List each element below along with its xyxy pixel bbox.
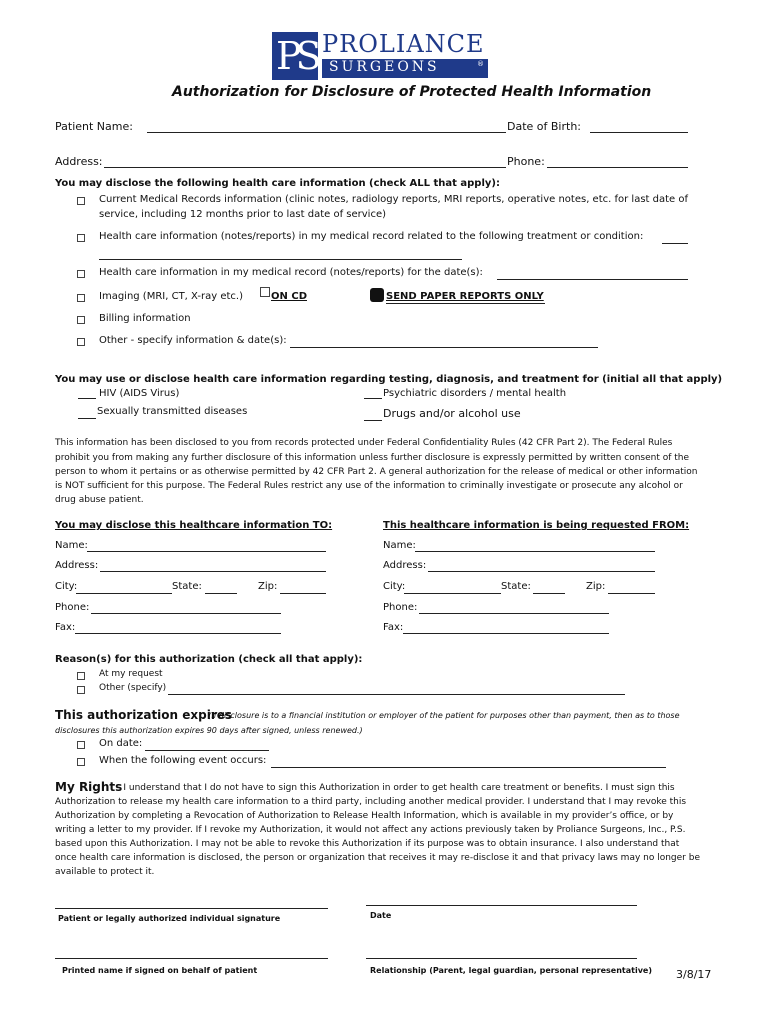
to-fax-label: Fax: (55, 622, 76, 633)
federal-line5: drug abuse patient. (55, 495, 144, 505)
logo-name-bottom: SURGEONS (329, 59, 440, 75)
at-request-label: At my request (99, 669, 163, 679)
proliance-logo-mark (272, 32, 318, 80)
rights-line6: once health care information is disclosed, the person or organization that receives it may re-disclose it and that privacy laws may no longer be (55, 853, 700, 863)
rights-heading: My Rights (55, 780, 123, 794)
from-phone-label: Phone: (383, 602, 418, 613)
relationship-label: Relationship (Parent, legal guardian, personal representative) (370, 966, 652, 975)
rights-line1: – I understand that I do not have to sign this Authorization in order to get health care treatment or benefits. I must sign this (116, 783, 675, 793)
reasons-heading: Reason(s) for this authorization (check all that apply): (55, 654, 363, 665)
printed-name-field[interactable] (55, 958, 328, 959)
other-checkbox[interactable] (77, 338, 85, 346)
to-state-field[interactable] (205, 593, 237, 594)
event-field[interactable] (271, 767, 666, 768)
std-initial-field[interactable] (78, 418, 96, 419)
send-paper-underline (386, 303, 545, 304)
to-city-label: City: (55, 581, 78, 592)
drugs-initial-field[interactable] (364, 420, 382, 421)
page-title: Authorization for Disclosure of Protected Health Information (172, 84, 652, 100)
date-label: Date (370, 911, 392, 920)
rights-line5: based upon this Authorization. I may not be able to revoke this Authorization if its purpose was to obtain insurance. I also understand that (55, 839, 680, 849)
from-name-label: Name: (383, 540, 416, 551)
use-heading: You may use or disclose health care information regarding testing, diagnosis, and treatment for (initial all that apply) (55, 374, 723, 385)
to-name-field[interactable] (87, 551, 326, 552)
send-paper-checkbox[interactable] (370, 288, 384, 302)
expires-note-line2: disclosures this authorization expires 90 days after signed, unless renewed.) (55, 726, 363, 735)
on-cd-checkbox[interactable] (260, 287, 270, 297)
from-zip-label: Zip: (586, 581, 606, 592)
other-reason-label: Other (specify) (99, 683, 167, 693)
condition-label: Health care information (notes/reports) in my medical record related to the following treatment or condition: (99, 231, 644, 242)
condition-field-end[interactable] (662, 243, 688, 244)
logo-mark-text: PS (276, 34, 316, 78)
condition-checkbox[interactable] (77, 234, 85, 242)
to-phone-field[interactable] (91, 613, 281, 614)
other-field[interactable] (290, 347, 598, 348)
patient-name-label: Patient Name: (55, 120, 133, 133)
from-zip-field[interactable] (608, 593, 655, 594)
rights-line7: available to protect it. (55, 867, 155, 877)
disclose-heading: You may disclose the following health care information (check ALL that apply): (55, 178, 500, 189)
current-records-line1: Current Medical Records information (clinic notes, radiology reports, MRI reports, operative notes, etc. for last date of (99, 194, 688, 205)
std-label: Sexually transmitted diseases (97, 406, 248, 417)
from-address-label: Address: (383, 560, 427, 571)
from-heading: This healthcare information is being requested FROM: (383, 520, 690, 531)
dob-field[interactable] (590, 132, 688, 133)
rights-line2: Authorization to release my health care information to a third party, including another medical provider. I understand that I may revoke this (55, 797, 687, 807)
rights-line4: writing a letter to my provider. If I revoke my Authorization, it would not affect any actions previously taken by Proliance Surgeons, Inc., P.S. (55, 825, 686, 835)
event-checkbox[interactable] (77, 758, 85, 766)
hiv-label: HIV (AIDS Virus) (99, 388, 180, 399)
signature-field[interactable] (55, 908, 328, 909)
phone-label: Phone: (507, 155, 545, 168)
dates-field[interactable] (497, 279, 688, 280)
federal-line2: prohibit you from making any further disclosure of this information unless further disclosure is expressly permitted by written consent of the (55, 453, 690, 463)
to-heading: You may disclose this healthcare information TO: (55, 520, 333, 531)
from-fax-field[interactable] (403, 633, 609, 634)
rights-line3: Authorization by completing a Revocation of Authorization to Release Health Information, which is available in my provider’s office, or by (55, 811, 674, 821)
from-state-label: State: (501, 581, 531, 592)
on-cd-label: ON CD (271, 291, 307, 302)
condition-field[interactable] (99, 259, 462, 260)
from-state-field[interactable] (533, 593, 565, 594)
billing-checkbox[interactable] (77, 316, 85, 324)
relationship-field[interactable] (366, 958, 637, 959)
psych-label: Psychiatric disorders / mental health (383, 388, 567, 399)
dates-checkbox[interactable] (77, 270, 85, 278)
to-address-field[interactable] (100, 571, 326, 572)
on-date-field[interactable] (145, 750, 269, 751)
to-phone-label: Phone: (55, 602, 90, 613)
event-label: When the following event occurs: (99, 755, 267, 766)
phone-field[interactable] (547, 167, 688, 168)
patient-name-field[interactable] (147, 132, 506, 133)
from-address-field[interactable] (428, 571, 655, 572)
from-fax-label: Fax: (383, 622, 404, 633)
expires-note-line1: : (if disclosure is to a financial institution or employer of the patient for purposes other than payment, then as to those (203, 711, 680, 720)
other-label: Other - specify information & date(s): (99, 335, 287, 346)
on-date-checkbox[interactable] (77, 741, 85, 749)
to-zip-field[interactable] (280, 593, 326, 594)
dates-label: Health care information in my medical record (notes/reports) for the date(s): (99, 267, 483, 278)
from-city-field[interactable] (404, 593, 501, 594)
current-records-line2: service, including 12 months prior to last date of service) (99, 209, 386, 220)
drugs-label: Drugs and/or alcohol use (383, 407, 521, 420)
imaging-label: Imaging (MRI, CT, X-ray etc.) (99, 291, 243, 302)
on-date-label: On date: (99, 738, 143, 749)
dob-label: Date of Birth: (507, 120, 582, 133)
from-name-field[interactable] (415, 551, 655, 552)
other-reason-checkbox[interactable] (77, 686, 85, 694)
signature-label: Patient or legally authorized individual signature (58, 914, 281, 923)
from-city-label: City: (383, 581, 406, 592)
psych-initial-field[interactable] (364, 398, 382, 399)
to-state-label: State: (172, 581, 202, 592)
at-request-checkbox[interactable] (77, 672, 85, 680)
other-reason-field[interactable] (168, 694, 625, 695)
federal-line4: is NOT sufficient for this purpose. The Federal Rules restrict any use of the information to criminally investigate or prosecute any alcohol or (55, 481, 683, 491)
expires-heading: This authorization expires (55, 708, 233, 722)
to-zip-label: Zip: (258, 581, 278, 592)
send-paper-label: SEND PAPER REPORTS ONLY (386, 291, 544, 302)
date-field[interactable] (366, 905, 637, 906)
printed-name-label: Printed name if signed on behalf of patient (62, 966, 258, 975)
to-fax-field[interactable] (75, 633, 281, 634)
form-version-date: 3/8/17 (676, 968, 712, 981)
current-records-checkbox[interactable] (77, 197, 85, 205)
logo-registered: ® (477, 60, 484, 68)
address-label: Address: (55, 155, 103, 168)
address-field[interactable] (104, 167, 506, 168)
billing-label: Billing information (99, 313, 191, 324)
to-name-label: Name: (55, 540, 88, 551)
from-phone-field[interactable] (419, 613, 609, 614)
federal-line1: This information has been disclosed to you from records protected under Federal Confidentiality Rules (42 CFR Part 2). The Federal Rules (55, 438, 673, 448)
to-city-field[interactable] (76, 593, 172, 594)
imaging-checkbox[interactable] (77, 294, 85, 302)
federal-line3: person to whom it pertains or as otherwise permitted by 42 CFR Part 2. A general authorization for the release of medical or other information (55, 467, 698, 477)
hiv-initial-field[interactable] (78, 398, 96, 399)
to-address-label: Address: (55, 560, 99, 571)
logo-name-top: PROLIANCE (322, 30, 485, 58)
